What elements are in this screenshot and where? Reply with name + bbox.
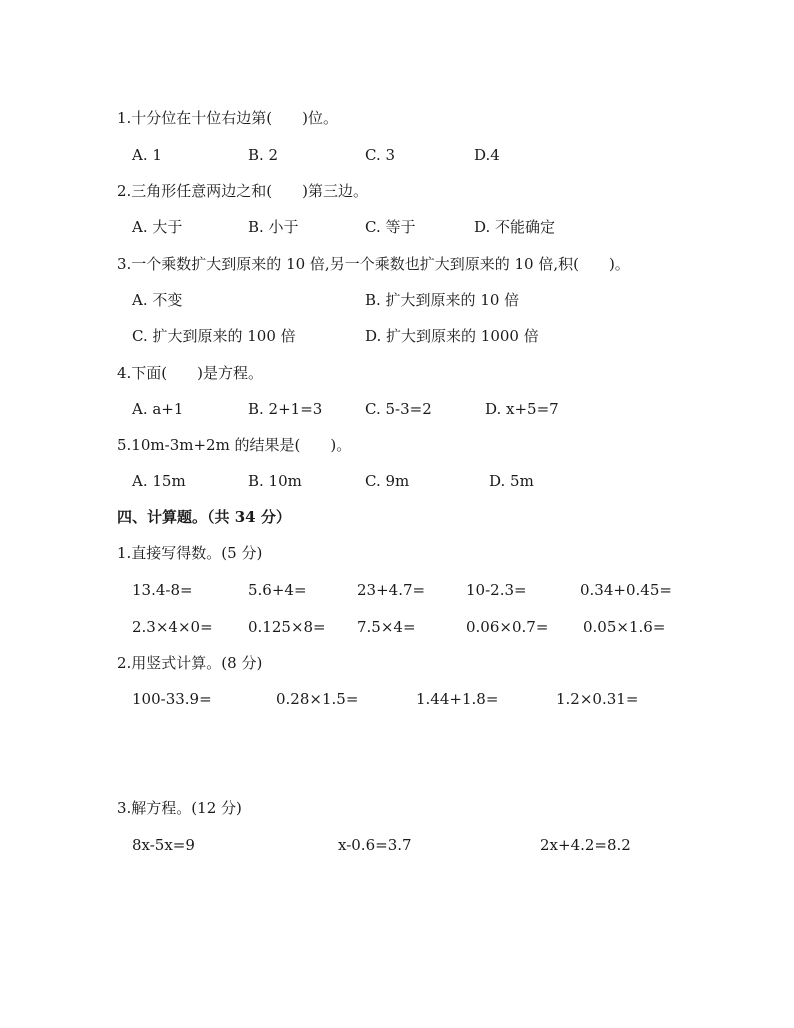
question-3-stem: 3.一个乘数扩大到原来的 10 倍,另一个乘数也扩大到原来的 10 倍,积( )。 bbox=[117, 255, 630, 273]
q4-option-a: A. a+1 bbox=[132, 400, 184, 418]
q5-option-d: D. 5m bbox=[489, 472, 534, 490]
part-3-title: 3.解方程。(12 分) bbox=[117, 799, 242, 817]
question-5-stem: 5.10m-3m+2m 的结果是( )。 bbox=[117, 436, 352, 454]
q2-option-b: B. 小于 bbox=[248, 218, 299, 236]
p2-item-4: 1.2×0.31= bbox=[556, 690, 639, 708]
q3-option-a: A. 不变 bbox=[132, 291, 183, 309]
q1-option-c: C. 3 bbox=[365, 146, 396, 164]
q4-option-d: D. x+5=7 bbox=[485, 400, 559, 418]
q1-option-b: B. 2 bbox=[248, 146, 279, 164]
q4-option-c: C. 5-3=2 bbox=[365, 400, 432, 418]
p1-r1-item-3: 23+4.7= bbox=[357, 581, 426, 599]
q2-option-c: C. 等于 bbox=[365, 218, 416, 236]
p2-item-1: 100-33.9= bbox=[132, 690, 212, 708]
p1-r1-item-4: 10-2.3= bbox=[466, 581, 527, 599]
q4-option-b: B. 2+1=3 bbox=[248, 400, 323, 418]
p2-item-3: 1.44+1.8= bbox=[416, 690, 499, 708]
p1-r2-item-2: 0.125×8= bbox=[248, 618, 326, 636]
p1-r2-item-5: 0.05×1.6= bbox=[583, 618, 666, 636]
question-2-stem: 2.三角形任意两边之和( )第三边。 bbox=[117, 182, 369, 200]
p2-item-2: 0.28×1.5= bbox=[276, 690, 359, 708]
q2-option-a: A. 大于 bbox=[132, 218, 183, 236]
question-4-stem: 4.下面( )是方程。 bbox=[117, 364, 264, 382]
section-4-heading: 四、计算题。（共 34 分） bbox=[117, 508, 291, 526]
q1-option-a: A. 1 bbox=[132, 146, 162, 164]
q3-option-d: D. 扩大到原来的 1000 倍 bbox=[365, 327, 539, 345]
q3-option-b: B. 扩大到原来的 10 倍 bbox=[365, 291, 520, 309]
p1-r1-item-1: 13.4-8= bbox=[132, 581, 193, 599]
q5-option-b: B. 10m bbox=[248, 472, 302, 490]
p3-item-1: 8x-5x=9 bbox=[132, 836, 195, 854]
part-1-title: 1.直接写得数。(5 分) bbox=[117, 544, 263, 562]
q2-option-d: D. 不能确定 bbox=[474, 218, 556, 236]
p1-r2-item-4: 0.06×0.7= bbox=[466, 618, 549, 636]
question-1-stem: 1.十分位在十位右边第( )位。 bbox=[117, 109, 339, 127]
q1-option-d: D.4 bbox=[474, 146, 500, 164]
q5-option-c: C. 9m bbox=[365, 472, 410, 490]
q5-option-a: A. 15m bbox=[132, 472, 186, 490]
q3-option-c: C. 扩大到原来的 100 倍 bbox=[132, 327, 296, 345]
p3-item-2: x-0.6=3.7 bbox=[338, 836, 412, 854]
part-2-title: 2.用竖式计算。(8 分) bbox=[117, 654, 263, 672]
p3-item-3: 2x+4.2=8.2 bbox=[540, 836, 631, 854]
p1-r1-item-2: 5.6+4= bbox=[248, 581, 307, 599]
p1-r2-item-3: 7.5×4= bbox=[357, 618, 416, 636]
p1-r2-item-1: 2.3×4×0= bbox=[132, 618, 213, 636]
p1-r1-item-5: 0.34+0.45= bbox=[580, 581, 672, 599]
